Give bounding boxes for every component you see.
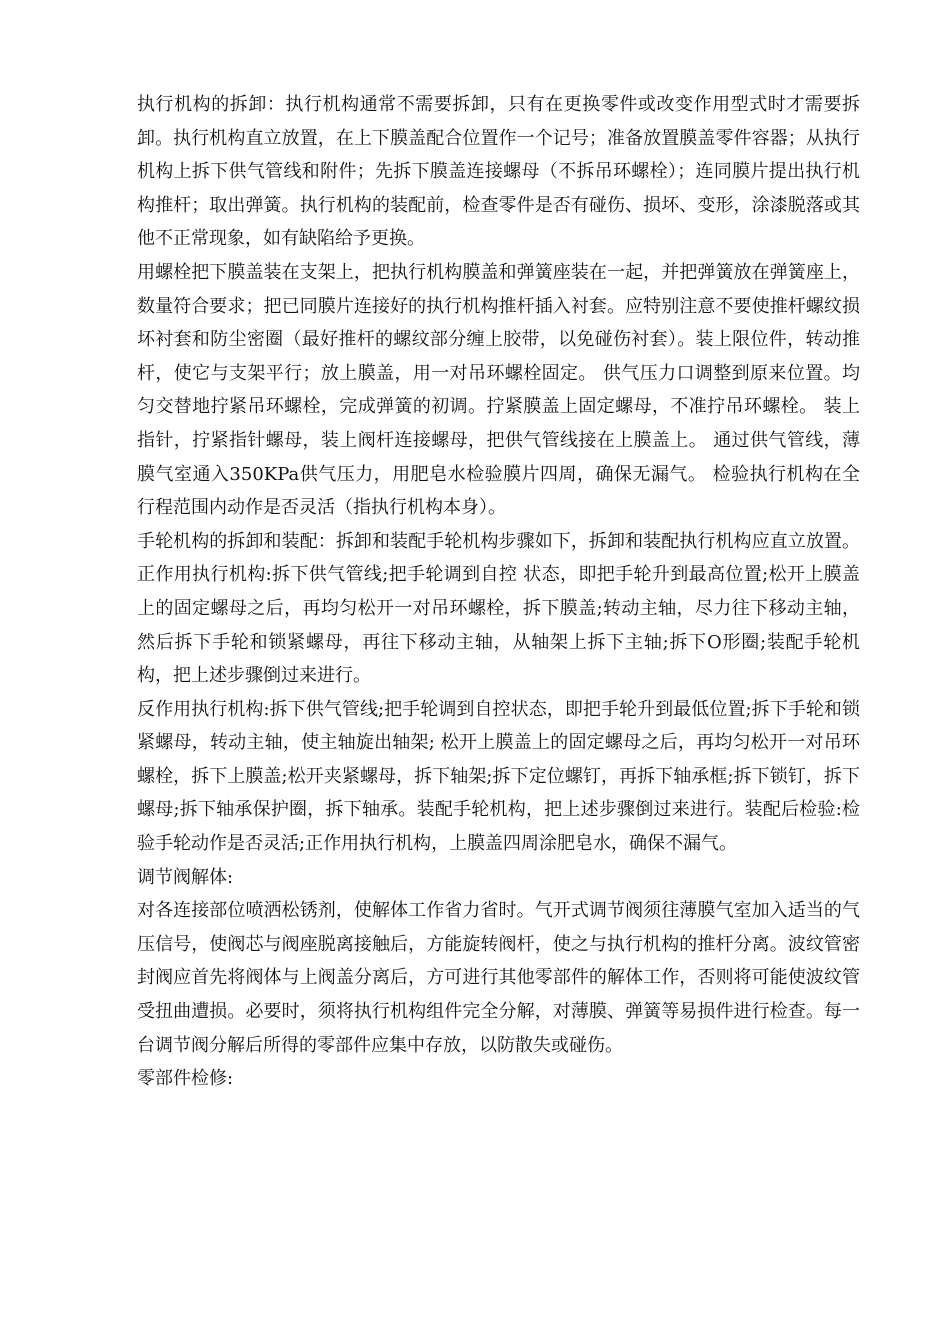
paragraph-handwheel-direct: 手轮机构的拆卸和装配：拆卸和装配手轮机构步骤如下，拆卸和装配执行机构应直立放置。正作用执行机构:拆下供气管线;把手轮调到自控 状态，即把手轮升到最高位置;松开上膜盖上的固定螺母之后，再均匀松开一对吊环螺栓，拆下膜盖;转动主轴，尽力往下移动主轴，然后拆下手轮和锁紧螺母，再往下移动主轴，从轴架上拆下主轴;拆下O形圈;装配手轮机构，把上述步骤倒过来进行。 (137, 530, 860, 687)
paragraph-valve-disassembly: 对各连接部位喷洒松锈剂，使解体工作省力省时。气开式调节阀须往薄膜气室加入适当的气压信号，使阀芯与阀座脱离接触后，方能旋转阀杆，使之与执行机构的推杆分离。波纹管密封阀应首先将阀体与上阀盖分离后，方可进行其他零部件的解体工作，否则将可能使波纹管受扭曲遭损。必要时，须将执行机构组件完全分解，对薄膜、弹簧等易损件进行检查。每一台调节阀分解后所得的零部件应集中存放，以防散失或碰伤。 (137, 900, 860, 1056)
heading-valve-disassembly: 调节阀解体: (137, 866, 234, 888)
paragraph-handwheel-reverse: 反作用执行机构:拆下供气管线;把手轮调到自控状态，即把手轮升到最低位置;拆下手轮和锁紧螺母，转动主轴，使主轴旋出轴架; 松开上膜盖上的固定螺母之后，再均匀松开一对吊环螺栓，拆下上膜盖;松开夹紧螺母，拆下轴架;拆下定位螺钉，再拆下轴承框;拆下锁钉，拆下螺母;拆下轴承保护圈，拆下轴承。装配手轮机构，把上述步骤倒过来进行。装配后检验:检验手轮动作是否灵活;正作用执行机构，上膜盖四周涂肥皂水，确保不漏气。 (137, 698, 860, 855)
heading-parts-repair: 零部件检修: (137, 1068, 234, 1090)
document-body (137, 88, 860, 1096)
paragraph-actuator-assembly: 用螺栓把下膜盖装在支架上，把执行机构膜盖和弹簧座装在一起，并把弹簧放在弹簧座上，数量符合要求；把已同膜片连接好的执行机构推杆插入衬套。应特别注意不要使推杆螺纹损坏衬套和防尘密圈（最好推杆的螺纹部分缠上胶带，以免碰伤衬套）。装上限位件，转动推杆，使它与支架平行；放上膜盖，用一对吊环螺栓固定。 供气压力口调整到原来位置。均匀交替地拧紧吊环螺栓，完成弹簧的初调。拧紧膜盖上固定螺母，不准拧吊环螺栓。 装上指针，拧紧指针螺母，装上阀杆连接螺母，把供气管线接在上膜盖上。 通过供气管线，薄膜气室通入350KPa供气压力，用肥皂水检验膜片四周，确保无漏气。 检验执行机构在全行程范围内动作是否灵活（指执行机构本身）。 (137, 261, 860, 519)
paragraph-actuator-disassembly: 执行机构的拆卸：执行机构通常不需要拆卸，只有在更换零件或改变作用型式时才需要拆卸。执行机构直立放置，在上下膜盖配合位置作一个记号；准备放置膜盖零件容器；从执行机构上拆下供气管线和附件；先拆下膜盖连接螺母（不拆吊环螺栓）；连同膜片提出执行机构推杆；取出弹簧。执行机构的装配前，检查零件是否有碰伤、损坏、变形，涂漆脱落或其他不正常现象，如有缺陷给予更换。 (137, 94, 860, 250)
